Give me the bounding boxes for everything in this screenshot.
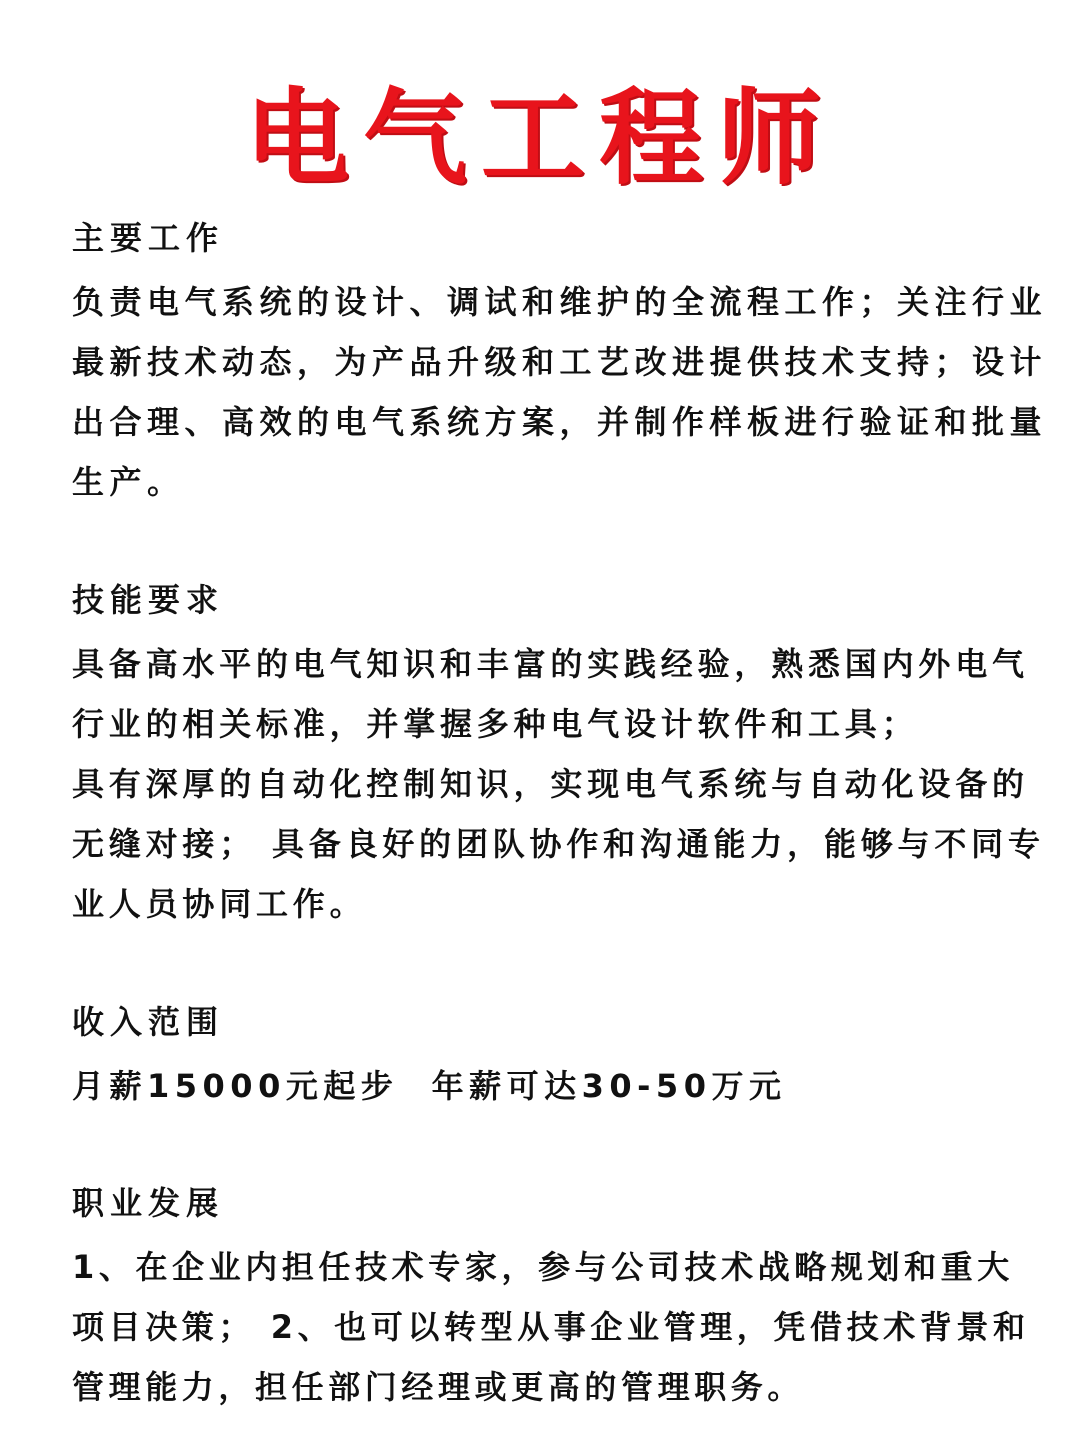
- section-career-development: [72, 1183, 1047, 1417]
- section-body: 1、在企业内担任技术专家，参与公司技术战略规划和重大项目决策； 2、也可以转型从事企业管理，凭借技术背景和管理能力，担任部门经理或更高的管理职务。: [72, 1248, 1030, 1406]
- section-heading: 收入范围: [72, 1003, 225, 1041]
- section-heading: 主要工作: [72, 219, 225, 257]
- section-skill-requirements: [72, 580, 1047, 934]
- section-main-work: [72, 218, 1047, 512]
- section-body: 具备高水平的电气知识和丰富的实践经验，熟悉国内外电气行业的相关标准，并掌握多种电气设计软件和工具；: [72, 645, 1029, 743]
- section-heading: 职业发展: [72, 1184, 225, 1222]
- section-body: 具有深厚的自动化控制知识，实现电气系统与自动化设备的无缝对接； 具备良好的团队协作和沟通能力，能够与不同专业人员协同工作。: [72, 765, 1045, 923]
- section-body: 月薪15000元起步 年薪可达30-50万元: [72, 1067, 787, 1105]
- section-income-range: [72, 1002, 1047, 1116]
- section-body: 负责电气系统的设计、调试和维护的全流程工作；关注行业最新技术动态，为产品升级和工艺改进提供技术支持；设计出合理、高效的电气系统方案，并制作样板进行验证和批量生产。: [72, 283, 1048, 501]
- page-title: 电气工程师: [244, 77, 835, 199]
- section-heading: 技能要求: [72, 581, 225, 619]
